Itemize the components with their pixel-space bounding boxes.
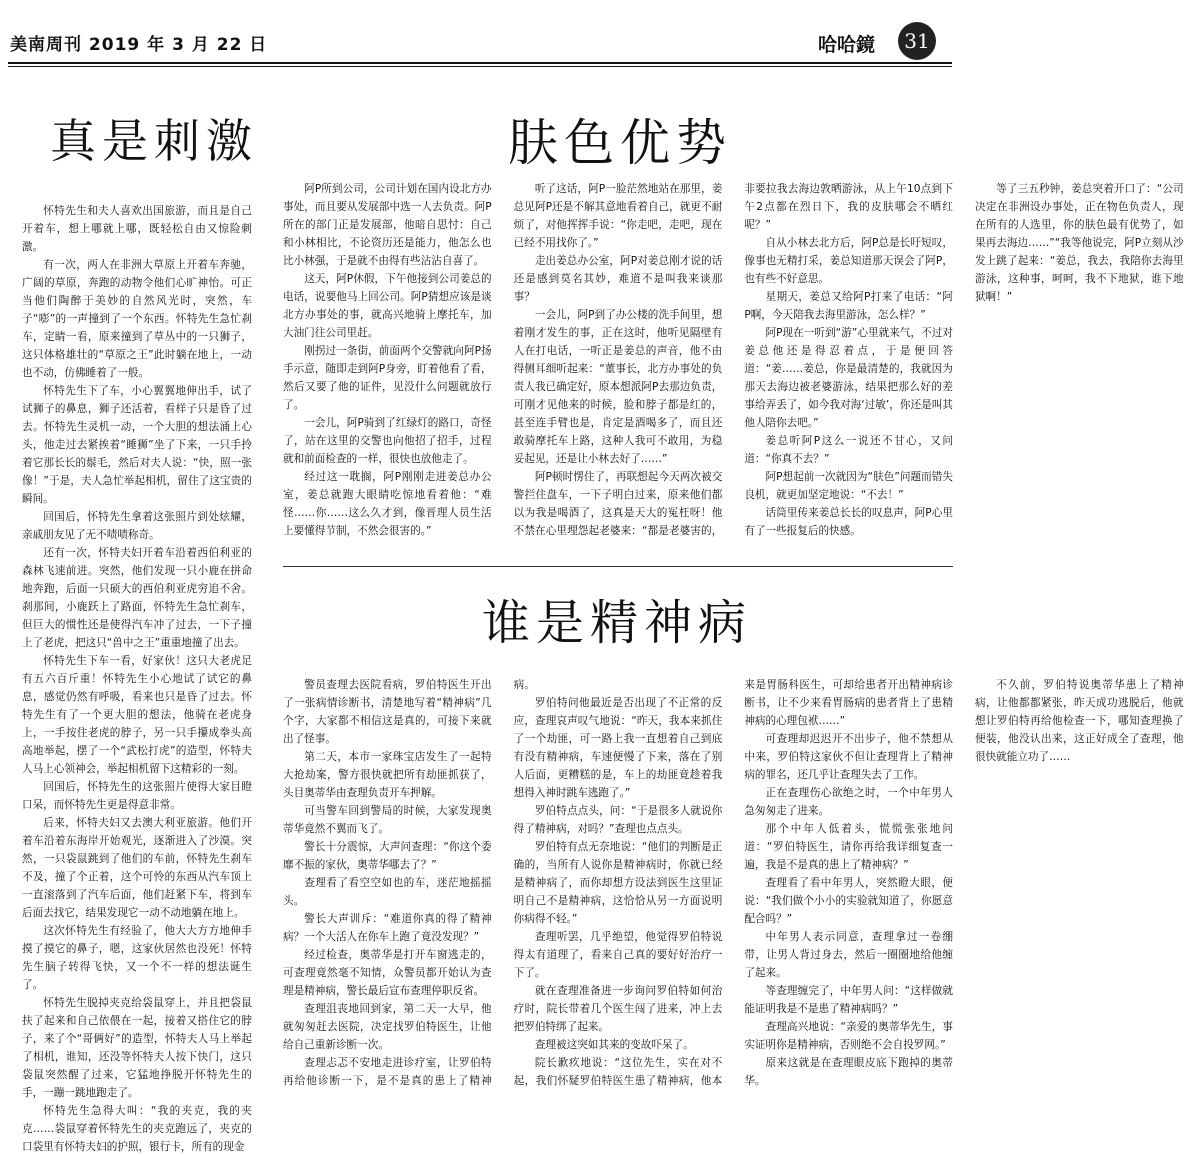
article3-paragraph: 正在查理伤心欲绝之时，一个中年男人急匆匆走了进来。 [744,787,953,817]
article3-paragraph: 罗伯特有点无奈地说：“他们的判断是正确的，当所有人说你是精神病时，你就已经是精神病了，而你却想方设法到医生这里证明自己不是精神病，这恰恰从另一方面说明你病得不轻。” [513,841,723,925]
article3-paragraph: 查理高兴地说：“亲爱的奥蒂华先生，事实证明你是精神病，否则绝不会自投罗网。” [744,1021,953,1051]
article3-paragraph: 罗伯特点点头，问：“于是很多人就说你得了精神病，对吗？”查理也点点头。 [513,805,723,835]
article3-paragraph: 警员查理去医院看病，罗伯特医生开出了一张病情诊断书，清楚地写着“精神病”几个字，大家都不相信这是真的，可接下来就出了怪事。 [283,679,492,745]
article1-paragraph: 这次怀特先生有经验了，他大大方方地伸手摸了摸它的鼻子，嗯，这家伙居然也没死！怀特先生脑子转得飞快，又一个不一样的想法诞生了。 [22,925,252,991]
article1-paragraph: 怀特先生下了车，小心翼翼地伸出手，试了试狮子的鼻息，狮子还活着，看样子只是昏了过去。怀特先生灵机一动，一个大胆的想法涌上心头，他走过去紧挨着“睡狮”坐了下来，一只手拎着它那长长的鬃毛，然后对夫人说：“快，照一张像！”于是，夫人急忙举起相机，留住了这宝贵的瞬间。 [22,385,252,505]
article1-paragraph: 怀特先生和夫人喜欢出国旅游，而且是自己开着车，想上哪就上哪，既轻松自由又惊险刺激。 [22,205,252,253]
article3-paragraph: 查理沮丧地回到家，第二天一大早，他就匆匆赶去医院，决定找罗伯特医生，让他给自己重新诊断一次。 [283,1003,492,1051]
article3-paragraph: 中年男人表示同意，查理拿过一卷绷带，让男人背过身去，然后一圈圈地给他缠了起来。 [744,931,953,979]
article-divider [283,566,953,567]
article1-title: 真是刺激 [50,114,258,168]
article1-body [22,202,252,1153]
article1-paragraph: 怀特先生下车一看，好家伙！这只大老虎足有五六百斤重！怀特先生小心地试了试它的鼻息，感觉仍然有呼吸，看来也只是昏了过去。怀特先生有了一个更大胆的想法，他骑在老虎身上，一手按住老虎的脖子，另一只手攥成拳头高高地举起，摆了一个“武松打虎”的造型，怀特夫人马上心领神会，举起相机留下这精彩的一刻。 [22,655,252,775]
article2-paragraph: 话筒里传来姜总长长的叹息声，阿P心里有了一些报复后的快感。 [744,507,953,537]
article2-paragraph: 自从小林去北方后，阿P总是长吁短叹，像事也无精打采，姜总知道那天误会了阿P，也有些不好意思。 [744,237,953,285]
article3-paragraph: 等查理缠完了，中年男人问：“这样做就能证明我是不是患了精神病吗？” [744,985,953,1015]
article3-paragraph: 查理忐忑不安地走进诊疗室，让罗伯特再给他诊断一下，是不是真的患上了精神病。 [283,679,535,1087]
article3-title: 谁是精神病 [482,595,753,651]
article1-paragraph: 有一次，两人在非洲大草原上开着车奔驰，广阔的草原，奔跑的动物令他们心旷神怡。可正当他们陶醉于美妙的自然风光时，突然，车子“嘭”的一声撞到了一个东西。怀特先生急忙刹车，定睛一看，原来撞到了草丛中的一只狮子，这只体格雄壮的“草原之王”此时躺在地上，一动也不动，仿佛睡着了一般。 [22,259,252,379]
article2-paragraph: 这天，阿P休假，下午他接到公司姜总的电话，说要他马上回公司。阿P猜想应该是谈北方办事处的事，就高兴地骑上摩托车，加大油门往公司里赶。 [283,273,492,339]
article3-paragraph: 查理听罢，几乎绝望，他觉得罗伯特说得太有道理了，看来自己真的要好好治疗一下了。 [513,931,723,979]
page-number-badge: 31 [898,22,936,60]
article1-paragraph: 还有一次，怀特夫妇开着车沿着西伯利亚的森林飞速前进。突然，他们发现一只小鹿在拼命地奔跑，后面一只硕大的西伯利亚虎穷追不舍。刹那间，小鹿跃上了路面，怀特先生急忙刹车，但巨大的惯性还是使得汽车冲了过去，一下子撞上了老虎，把这只“兽中之王”重重地撞了出去。 [22,547,252,649]
article3-paragraph: 查理看了看空空如也的车，迷茫地摇摇头。 [283,877,492,907]
article2-paragraph: 走出姜总办公室，阿P对姜总刚才说的话还是感到莫名其妙，难道不是叫我来谈那事？ [513,255,723,303]
article1-paragraph: 回国后，怀特先生拿着这张照片到处炫耀，亲戚朋友见了无不啧啧称奇。 [22,511,252,541]
section-name: 哈哈鏡 [818,34,876,56]
article3-paragraph: 可当警车回到警局的时候，大家发现奥蒂华竟然不翼而飞了。 [283,805,492,835]
article3-paragraph: 查理看了看中年男人，突然瞪大眼，便说：“我们做个小小的实验就知道了，你愿意配合吗？” [744,877,953,925]
header-rule-thin [8,66,952,67]
article2-paragraph: 等了三五秒钟，姜总突着开口了：“公司决定在非洲设办事处，正在物色负责人，现在所有的人选里，你的肤色最有优势了，如果再去海边……”“我等他说完，阿P立刻从沙发上跳了起来：“姜总，我去，我陪你去海里游泳，这种事，呵呵，我不下地狱，谁下地狱啊！” [974,183,1184,303]
article3-body [283,676,1184,1100]
page-header [0,0,960,66]
article3-paragraph: 经过检查，奥蒂华是打开车窗逃走的，可查理竟然毫不知情，众警员都开始认为查理是精神病，警长最后宣布查理停职反省。 [283,949,492,997]
article2-paragraph: 经过这一耽搁，阿P刚刚走进姜总办公室，姜总就跑大眼睛吃惊地看着他：“难怪……你……这么久才到，像晋理人员生活上要懂得节制，不然会很害的。” [283,471,492,537]
article3-paragraph: 第二天，本市一家珠宝店发生了一起特大抢劫案，警方很快就把所有劫匪抓获了，头目奥蒂华由查理负责开车押解。 [283,751,492,799]
article3-paragraph: 就在查理准备进一步询问罗伯特如何治疗时，院长带着几个医生闯了进来，冲上去把罗伯特绑了起来。 [513,985,723,1033]
article2-paragraph: 阿P现在一听到“游”心里就来气，不过对姜总他还是得忍着点，于是便回答道：“姜……姜总，你是最清楚的，我就因为那天去海边被老婆游泳，结果把那么好的差事给弄丢了，如今我对海‘过敏’，你还是叫其他人陪你去吧。” [744,327,953,429]
article2-paragraph: 刚拐过一条街，前面两个交警就向阿P扬手示意，随即走到阿P身旁，盯着他看了看，然后又要了他的证件，见没什么问题就放行了。 [283,345,492,411]
article3-paragraph: 警长十分震惊，大声问查理：“你这个委靡不振的家伙，奥蒂华哪去了？” [283,841,492,871]
article1-paragraph: 怀特先生急得大叫：“我的夹克，我的夹克……袋鼠穿着怀特先生的夹克跑远了，夹克的口袋里有怀特夫妇的护照，银行卡，所有的现金 [22,1105,252,1153]
article2-paragraph: 一会儿，阿P到了办公楼的洗手间里，想着刚才发生的事，正在这时，他听见隔壁有人在打电话，一听正是姜总的声音，他不由得侧耳细听起来：“董事长，北方办事处的负责人我已确定好，原本想派阿P去那边负责，可刚才见他来的时候，脸和脖子都是红的，甚至连手臂也是，肯定是酒喝多了，而且还敢骑摩托车上路，这种人我可不敢用，为稳妥起见，还是让小林去好了……” [513,309,723,465]
article2-paragraph: 姜总听阿P这么一说还不甘心，又问道：“你真不去？” [744,435,953,465]
article2-paragraph: 一会儿，阿P骑到了红绿灯的路口，奇怪了，站在这里的交警也向他招了招手，过程就和前面检查的一样，很快也放他走了。 [283,417,492,465]
article2-paragraph: 阿P顿时愣住了，再联想起今天两次被交警拦住盘车，一下子明白过来，原来他们都以为我是喝酒了，这真是天大的冤枉呀！他不禁在心里埋怨起老婆来：“都是老婆害的，非要拉我去海边敦晒游泳，从上午10点到下午2点都在烈日下，我的皮肤哪会不晒红呢？” [513,183,953,537]
article3-paragraph: 可查理却迟迟开不出步子，他不禁想从中来，罗伯特这家伙不但让查理背上了精神病的罪名，还几乎让查理失去了工作。 [744,733,953,781]
article3-paragraph: 那个中年人低着头，慌慌张张地问道：“罗伯特医生，请你再给我详细复查一遍，我是不是真的患上了精神病？” [744,823,953,871]
masthead: 美南周刊 2019 年 3 月 22 日 [10,35,268,55]
article2-body [283,180,1184,548]
article3-paragraph: 罗伯特问他最近是否出现了不正常的反应，查理哀声叹气地说：“昨天，我本来抓住了一个劫匪，可一路上我一直想着自己到底有没有精神病，车速便慢了下来，落在了别人后面，更糟糕的是，车上的劫匪竟趁着我想得入神时跳车逃跑了。” [513,697,723,799]
article3-paragraph: 不久前，罗伯特说奥蒂华患上了精神病，让他都都紧张，昨天成功逃脱后，他就想让罗伯特再给他检查一下，哪知查理换了便装，他没认出来，这正好成全了查理，他很快就能立功了…… [974,679,1184,763]
article1-paragraph: 后来，怀特夫妇又去澳大利亚旅游。他们开着车沿着东海岸开始观光，逐渐进入了沙漠。突然，一只袋鼠跳到了他们的车前，怀特先生刹车不及，撞了个正着，这个可怜的东西从汽车顶上一直滚落到了汽车后面，他们赶紧下车，将到车后面去找它，结果发现它一动不动地躺在地上。 [22,817,252,919]
header-rule [8,62,952,64]
article3-paragraph: 警长大声训斥：“难道你真的得了精神病？一个大活人在你车上跑了竟没发现？” [283,913,492,943]
article3-paragraph: 查理被这突如其来的变故吓呆了。 [534,1039,694,1051]
article2-paragraph: 阿P想起前一次就因为“肤色”问题而错失良机，就更加坚定地说：“不去！” [744,471,953,501]
article3-paragraph: 院长歉疚地说：“这位先生，实在对不起，我们怀疑罗伯特医生患了精神病，他本来是胃肠科医生，可却给患者开出精神病诊断书，让不少来看胃肠病的患者背上了患精神病的心理包袱……” [513,679,953,1087]
article2-paragraph: 星期天，姜总又给阿P打来了电话：“阿P啊，今天陪我去海里游泳，怎么样？” [744,291,953,321]
article3-paragraph: 原来这就是在查理眼皮底下跑掉的奥蒂华。 [744,1057,953,1087]
article2-paragraph: 听了这话，阿P一脸茫然地站在那里，姜总见阿P还是不解其意地看着自己，就更不耐烦了，对他挥挥手说：“你走吧，走吧，现在已经不用找你了。” [513,183,723,249]
article2-paragraph: 阿P所到公司，公司计划在国内设北方办事处，而且要从发展部中选一人去负责。阿P所在的部门正是发展部，他暗自思忖：自己和小林相比，不论资历还是能力，他怎么也比小林强，于是就不由得有些沾沾自喜了。 [283,183,492,267]
article2-title: 肤色优势 [508,114,732,172]
article1-paragraph: 怀特先生脱掉夹克给袋鼠穿上，并且把袋鼠扶了起来和自己依偎在一起，接着又搭住它的脖子，来了个“哥俩好”的造型，怀特夫人马上举起了相机，谁知，还没等怀特夫人按下快门，这只袋鼠突然醒了过来，它猛地挣脱开怀特先生的手，一蹦一跳地跑走了。 [22,997,252,1099]
article1-paragraph: 回国后，怀特先生的这张照片使得大家目瞪口呆，而怀特先生更是得意非常。 [22,781,252,811]
